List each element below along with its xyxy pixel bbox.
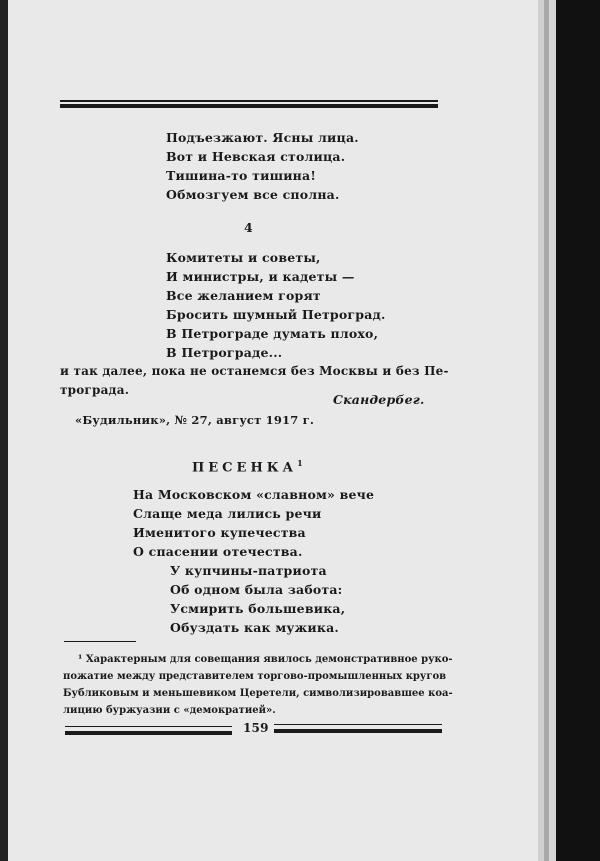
header-rule-thin xyxy=(60,100,438,102)
verse-line: Все желанием горят xyxy=(166,288,321,303)
page-number: 159 xyxy=(243,721,269,735)
verse-line: На Московском «славном» вече xyxy=(133,487,375,502)
verse-line: Обуздать как мужика. xyxy=(170,620,339,635)
prose-line: и так далее, пока не останемся без Москвы и без Пе- xyxy=(60,364,449,378)
stanza-number: 4 xyxy=(244,220,253,235)
footnote-line: лицию буржуазии с «демократией». xyxy=(63,705,276,716)
signature: Скандербег. xyxy=(333,392,425,407)
verse-line: В Петрограде думать плохо, xyxy=(166,326,379,341)
verse-line: Вот и Невская столица. xyxy=(166,149,346,164)
section-title: ПЕСЕНКА$^1$ xyxy=(192,458,307,476)
prose-line: трограда. xyxy=(60,383,130,397)
verse-line: Комитеты и советы, xyxy=(166,250,321,265)
header-rule-thick xyxy=(60,104,438,108)
verse-line: Слаще меда лились речи xyxy=(133,506,322,521)
footer-rule-thin-right xyxy=(274,724,442,725)
verse-line: Бросить шумный Петроград. xyxy=(166,307,386,322)
footnote-rule xyxy=(64,641,136,642)
source-citation: «Будильник», № 27, август 1917 г. xyxy=(75,413,315,427)
footnote-line: ¹ Характерным для совещания явилось демонстративное руко- xyxy=(78,654,453,665)
footnote-ref: 1 xyxy=(297,458,307,468)
verse-line: И министры, и кадеты — xyxy=(166,269,355,284)
verse-line: Именитого купечества xyxy=(133,525,306,540)
footnote-line: Бубликовым и меньшевиком Церетели, символизировавшее коа- xyxy=(63,688,453,699)
footer-rule-thin-left xyxy=(65,726,232,727)
verse-line: Обмозгуем все сполна. xyxy=(166,187,340,202)
footer-rule-thick-right xyxy=(274,729,442,733)
verse-line: Усмирить большевика, xyxy=(170,601,346,616)
verse-line: Об одном была забота: xyxy=(170,582,343,597)
verse-line: О спасении отечества. xyxy=(133,544,303,559)
footer-rule-thick-left xyxy=(65,731,232,735)
verse-line: У купчины-патриота xyxy=(170,563,327,578)
verse-line: Подъезжают. Ясны лица. xyxy=(166,130,359,145)
verse-line: В Петрограде... xyxy=(166,345,283,360)
footnote-line: пожатие между представителем торгово-промышленных кругов xyxy=(63,671,447,682)
verse-line: Тишина-то тишина! xyxy=(166,168,317,183)
page-edge xyxy=(549,0,556,861)
